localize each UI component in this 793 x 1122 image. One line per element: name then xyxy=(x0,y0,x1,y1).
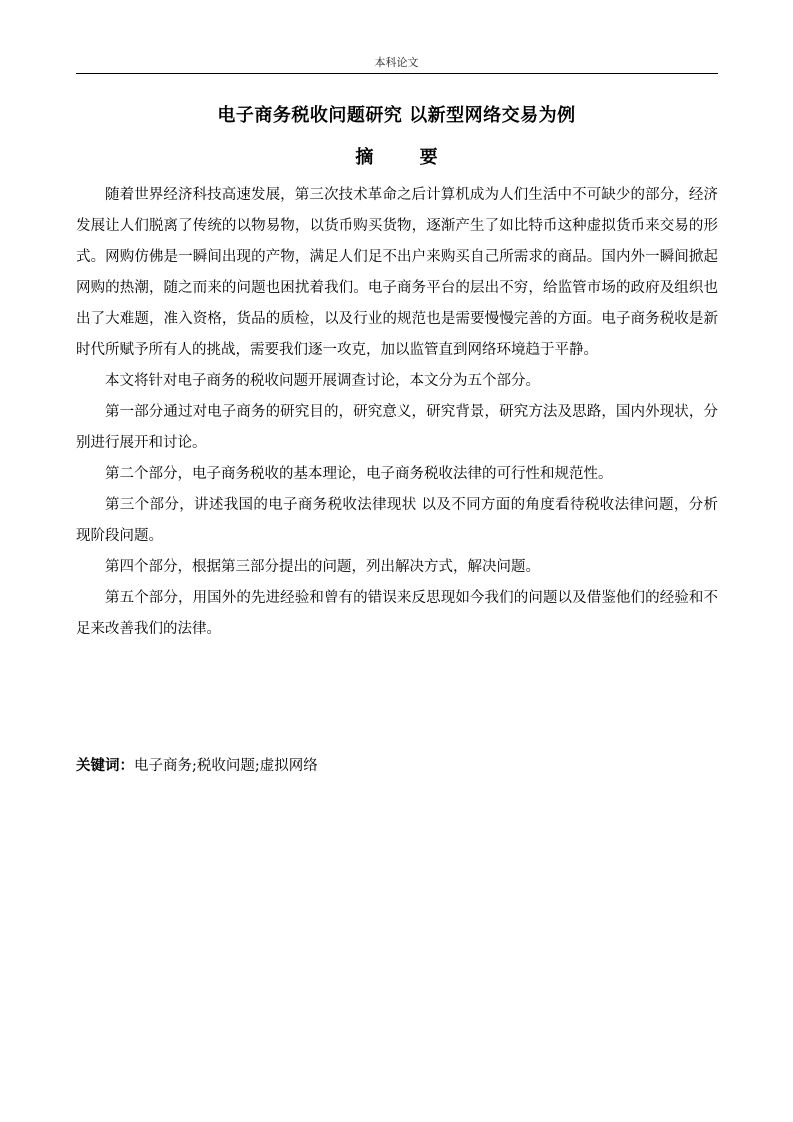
paper-title: 电子商务税收问题研究 以新型网络交易为例 xyxy=(217,105,576,126)
keywords-line xyxy=(76,753,718,779)
abstract-paragraph-4: 第二个部分，电子商务税收的基本理论，电子商务税收法律的可行性和规范性。 xyxy=(105,466,613,482)
abstract-paragraph-3: 第一部分通过对电子商务的研究目的，研究意义，研究背景，研究方法及思路，国内外现状，分别进行展开和讨论。 xyxy=(76,404,718,451)
header-rule xyxy=(76,73,718,74)
abstract-paragraph-5: 第三个部分，讲述我国的电子商务税收法律现状 以及不同方面的角度看待税收法律问题，分析现阶段问题。 xyxy=(76,497,718,544)
keywords-value: 电子商务;税收问题;虚拟网络 xyxy=(134,758,318,774)
keywords-label: 关键词： xyxy=(76,758,134,774)
abstract-paragraph-1: 随着世界经济科技高速发展，第三次技术革命之后计算机成为人们生活中不可缺少的部分，经济发展让人们脱离了传统的以物易物，以货币购买货物，逐渐产生了如比特币这种虚拟货币来交易的形式。网购仿佛是一瞬间出现的产物，满足人们足不出户来购买自己所需求的商品。国内外一瞬间掀起网购的热潮，随之而来的问题也困扰着我们。电子商务平台的层出不穷，给监管市场的政府及组织也出了大难题，准入资格，货品的质检，以及行业的规范也是需要慢慢完善的方面。电子商务税收是新时代所赋予所有人的挑战，需要我们逐一攻克，加以监管直到网络环境趋于平静。 xyxy=(76,187,718,358)
abstract-paragraph-7: 第五个部分，用国外的先进经验和曾有的错误来反思现如今我们的问题以及借鉴他们的经验和不足来改善我们的法律。 xyxy=(76,590,718,637)
abstract-heading: 摘 要 xyxy=(355,147,458,168)
running-header: 本科论文 xyxy=(374,56,419,69)
abstract-paragraph-2: 本文将针对电子商务的税收问题开展调查讨论，本文分为五个部分。 xyxy=(105,373,540,389)
abstract-body xyxy=(76,180,718,645)
abstract-paragraph-6: 第四个部分，根据第三部分提出的问题，列出解决方式，解决问题。 xyxy=(105,559,540,575)
